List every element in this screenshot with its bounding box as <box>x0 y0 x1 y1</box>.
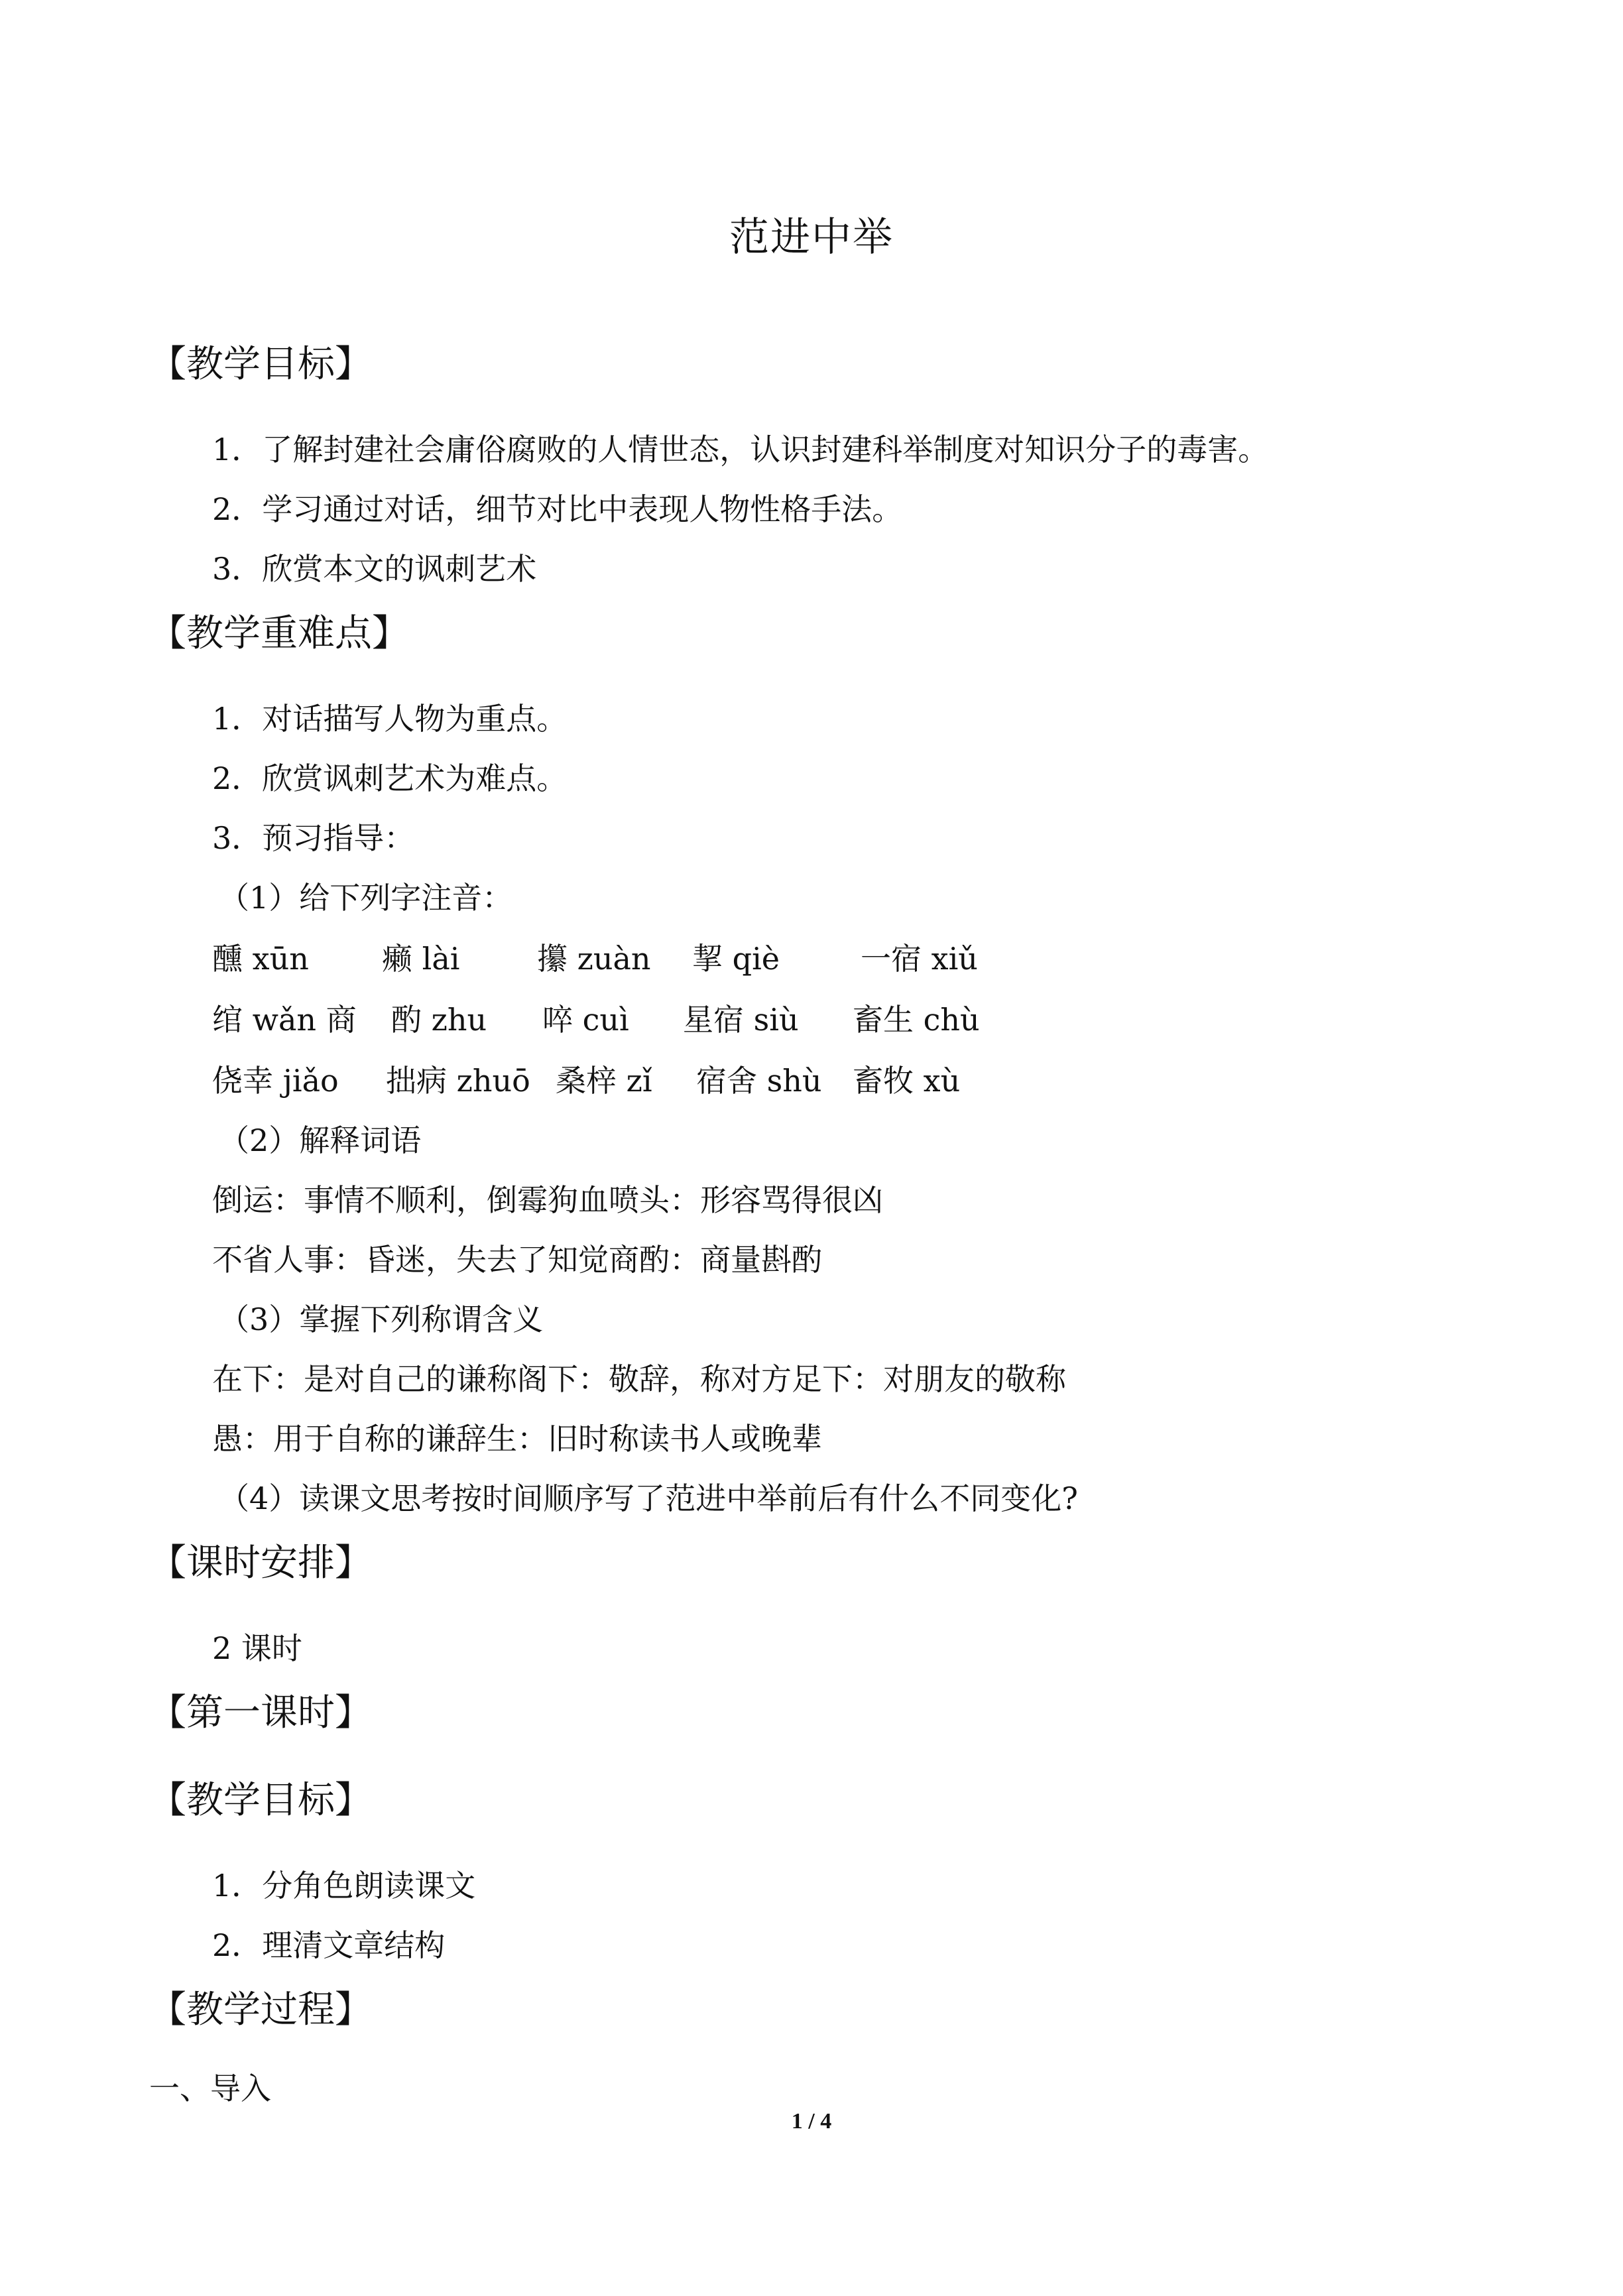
goal-item-2: 2．学习通过对话，细节对比中表现人物性格手法。 <box>212 491 903 527</box>
schedule-text: 2 课时 <box>212 1630 302 1666</box>
sub4-title: （4）读课文思考按时间顺序写了范进中举前后有什么不同变化? <box>219 1480 1078 1516</box>
page-number: 1 / 4 <box>791 2109 832 2134</box>
pinyin-cell: 酌 zhu <box>391 1002 487 1038</box>
pinyin-cell: 宿舍 shù <box>696 1063 822 1099</box>
pinyin-cell: 一宿 xiǔ <box>861 941 978 977</box>
heading-lesson-one: 【第一课时】 <box>149 1691 372 1734</box>
sub1-title: （1）给下列字注音： <box>219 880 513 916</box>
sub3-line-2: 愚：用于自称的谦辞生：旧时称读书人或晚辈 <box>212 1421 822 1457</box>
pinyin-cell: 星宿 siù <box>683 1002 799 1038</box>
pinyin-cell: 啐 cuì <box>542 1002 629 1038</box>
document-title: 范进中举 <box>729 214 894 261</box>
goal-item-1: 1．了解封建社会庸俗腐败的人情世态，认识封建科举制度对知识分子的毒害。 <box>212 432 1269 467</box>
pinyin-cell: 畜生 chù <box>853 1002 980 1038</box>
heading-lesson-one-goals: 【教学目标】 <box>149 1779 372 1822</box>
pinyin-cell: 挈 qiè <box>692 941 780 977</box>
pinyin-cell: 桑梓 zǐ <box>556 1063 652 1099</box>
sub2-title: （2）解释词语 <box>219 1122 422 1158</box>
key-point-item-2: 2．欣赏讽刺艺术为难点。 <box>212 760 568 796</box>
goal-item-3: 3．欣赏本文的讽刺艺术 <box>212 551 537 587</box>
pinyin-cell: 癞 lài <box>382 941 460 977</box>
pinyin-cell: 侥幸 jiǎo <box>212 1063 339 1099</box>
lesson-one-goal-1: 1．分角色朗读课文 <box>212 1868 476 1903</box>
process-step-intro: 一、导入 <box>149 2071 271 2106</box>
heading-key-points: 【教学重难点】 <box>149 612 409 655</box>
pinyin-cell: 拙病 zhuō <box>386 1063 530 1099</box>
lesson-one-goal-2: 2．理清文章结构 <box>212 1927 446 1963</box>
sub2-line-2: 不省人事：昏迷，失去了知觉商酌：商量斟酌 <box>212 1242 822 1278</box>
key-point-item-3: 3．预习指导： <box>212 820 415 856</box>
pinyin-cell: 攥 zuàn <box>537 941 651 977</box>
pinyin-cell: 绾 wǎn 商 <box>212 1002 357 1038</box>
sub2-line-1: 倒运：事情不顺利，倒霉狗血喷头：形容骂得很凶 <box>212 1182 883 1218</box>
sub3-title: （3）掌握下列称谓含义 <box>219 1301 544 1337</box>
heading-teaching-goals: 【教学目标】 <box>149 343 372 386</box>
pinyin-cell: 畜牧 xù <box>853 1063 961 1099</box>
heading-teaching-process: 【教学过程】 <box>149 1988 372 2031</box>
pinyin-cell: 醺 xūn <box>212 941 309 977</box>
sub3-line-1: 在下：是对自己的谦称阁下：敬辞，称对方足下：对朋友的敬称 <box>212 1361 1066 1397</box>
key-point-item-1: 1．对话描写人物为重点。 <box>212 701 568 737</box>
heading-schedule: 【课时安排】 <box>149 1541 372 1585</box>
